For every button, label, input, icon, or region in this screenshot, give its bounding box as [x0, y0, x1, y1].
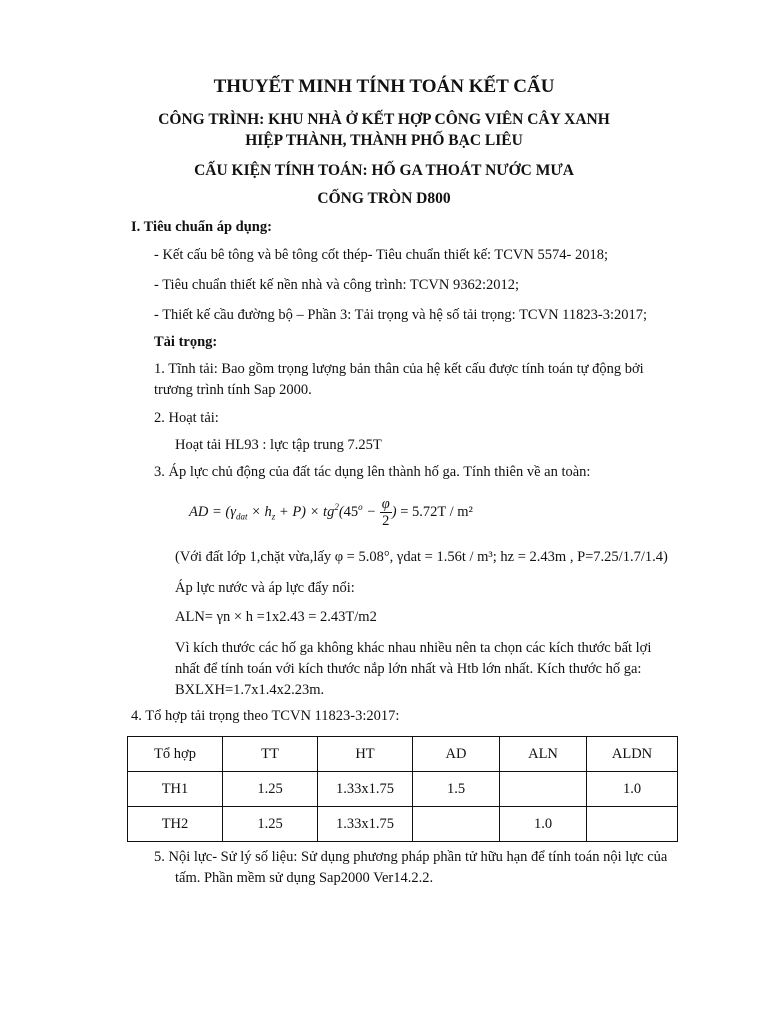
table-cell: TH1 [128, 772, 223, 807]
table-cell: 1.25 [223, 807, 318, 842]
earth-pressure-heading: 3. Áp lực chủ động của đất tác dụng lên thành hố ga. Tính thiên về an toàn: [154, 464, 591, 480]
earth-pressure-formula: AD = $(\gamma_{dat} \times h_z + P) \times tg^2(45^o$ − $\frac{\varphi}{2}$ ) = 5.72T / m² [189, 496, 473, 529]
pipe-heading: CỐNG TRÒN D800 [317, 190, 451, 207]
table-row [128, 772, 678, 807]
table-cell: 1.25 [223, 772, 318, 807]
component-heading: CẤU KIỆN TÍNH TOÁN: HỐ GA THOÁT NƯỚC MƯA [194, 162, 574, 179]
load-combination-table [127, 736, 678, 842]
table-header-cell: Tổ hợp [128, 737, 223, 772]
standard-item: - Tiêu chuẩn thiết kế nền nhà và công trình: TCVN 9362:2012; [154, 277, 520, 293]
dimension-paragraph-line: nhất để tính toán với kích thước nắp lớn nhất và Htb lớn nhất. Kích thước hố ga: [175, 661, 642, 677]
phi-over-two: $\frac{\varphi}{2}$ [381, 496, 390, 529]
project-line-1: CÔNG TRÌNH: KHU NHÀ Ở KẾT HỢP CÔNG VIÊN CÂY XANH [158, 111, 610, 128]
dimension-paragraph-line: BXLXH=1.7x1.4x2.23m. [175, 682, 325, 698]
live-load-detail: Hoạt tải HL93 : lực tập trung 7.25T [175, 437, 382, 453]
table-header-cell: ALN [500, 737, 587, 772]
section-1-heading: I. Tiêu chuẩn áp dụng: [131, 219, 272, 235]
internal-forces-line-1: 5. Nội lực- Sử lý số liệu: Sử dụng phương pháp phần tử hữu hạn để tính toán nội lực của [154, 849, 668, 865]
table-row [128, 807, 678, 842]
formula-lhs: AD [189, 503, 209, 520]
water-pressure-formula: ALN= γn × h =1x2.43 = 2.43T/m2 [175, 609, 377, 625]
live-load-heading: 2. Hoạt tải: [154, 410, 219, 426]
table-header-cell: ALDN [587, 737, 678, 772]
table-header-cell: TT [223, 737, 318, 772]
loads-heading: Tải trọng: [154, 334, 218, 350]
water-pressure-heading: Áp lực nước và áp lực đẩy nổi: [175, 580, 355, 596]
dead-load-line-1: 1. Tĩnh tải: Bao gồm trọng lượng bản thân của hệ kết cấu được tính toán tự động bởi [154, 361, 644, 377]
table-cell [587, 807, 678, 842]
internal-forces-line-2: tấm. Phần mềm sử dụng Sap2000 Ver14.2.2. [175, 870, 434, 886]
table-header-cell: HT [318, 737, 413, 772]
load-combination-heading: 4. Tổ hợp tải trọng theo TCVN 11823-3:2017: [131, 708, 400, 724]
standard-item: - Kết cấu bê tông và bê tông cốt thép- Tiêu chuẩn thiết kế: TCVN 5574- 2018; [154, 247, 608, 263]
table-cell: 1.33x1.75 [318, 807, 413, 842]
soil-parameters-note: (Với đất lớp 1,chặt vừa,lấy φ = 5.08°, γdat = 1.56t / m³; hz = 2.43m , P=7.25/1.7/1.4) [175, 549, 668, 565]
table-cell: 1.33x1.75 [318, 772, 413, 807]
table-cell [413, 807, 500, 842]
dead-load-line-2: trương trình tính Sap 2000. [154, 382, 312, 398]
standard-item: - Thiết kế cầu đường bộ – Phần 3: Tải trọng và hệ số tải trọng: TCVN 11823-3:2017; [154, 307, 648, 323]
table-cell: 1.0 [587, 772, 678, 807]
table-cell: TH2 [128, 807, 223, 842]
project-line-2: HIỆP THÀNH, THÀNH PHỐ BẠC LIÊU [245, 132, 523, 149]
table-cell: 1.0 [500, 807, 587, 842]
table-header-row [128, 737, 678, 772]
table-cell: 1.5 [413, 772, 500, 807]
table-cell [500, 772, 587, 807]
page-title: THUYẾT MINH TÍNH TOÁN KẾT CẤU [213, 76, 555, 97]
dimension-paragraph-line: Vì kích thước các hố ga không khác nhau nhiều nên ta chọn các kích thước bất lợi [175, 640, 652, 656]
formula-result: = 5.72T / m² [400, 503, 473, 520]
table-header-cell: AD [413, 737, 500, 772]
